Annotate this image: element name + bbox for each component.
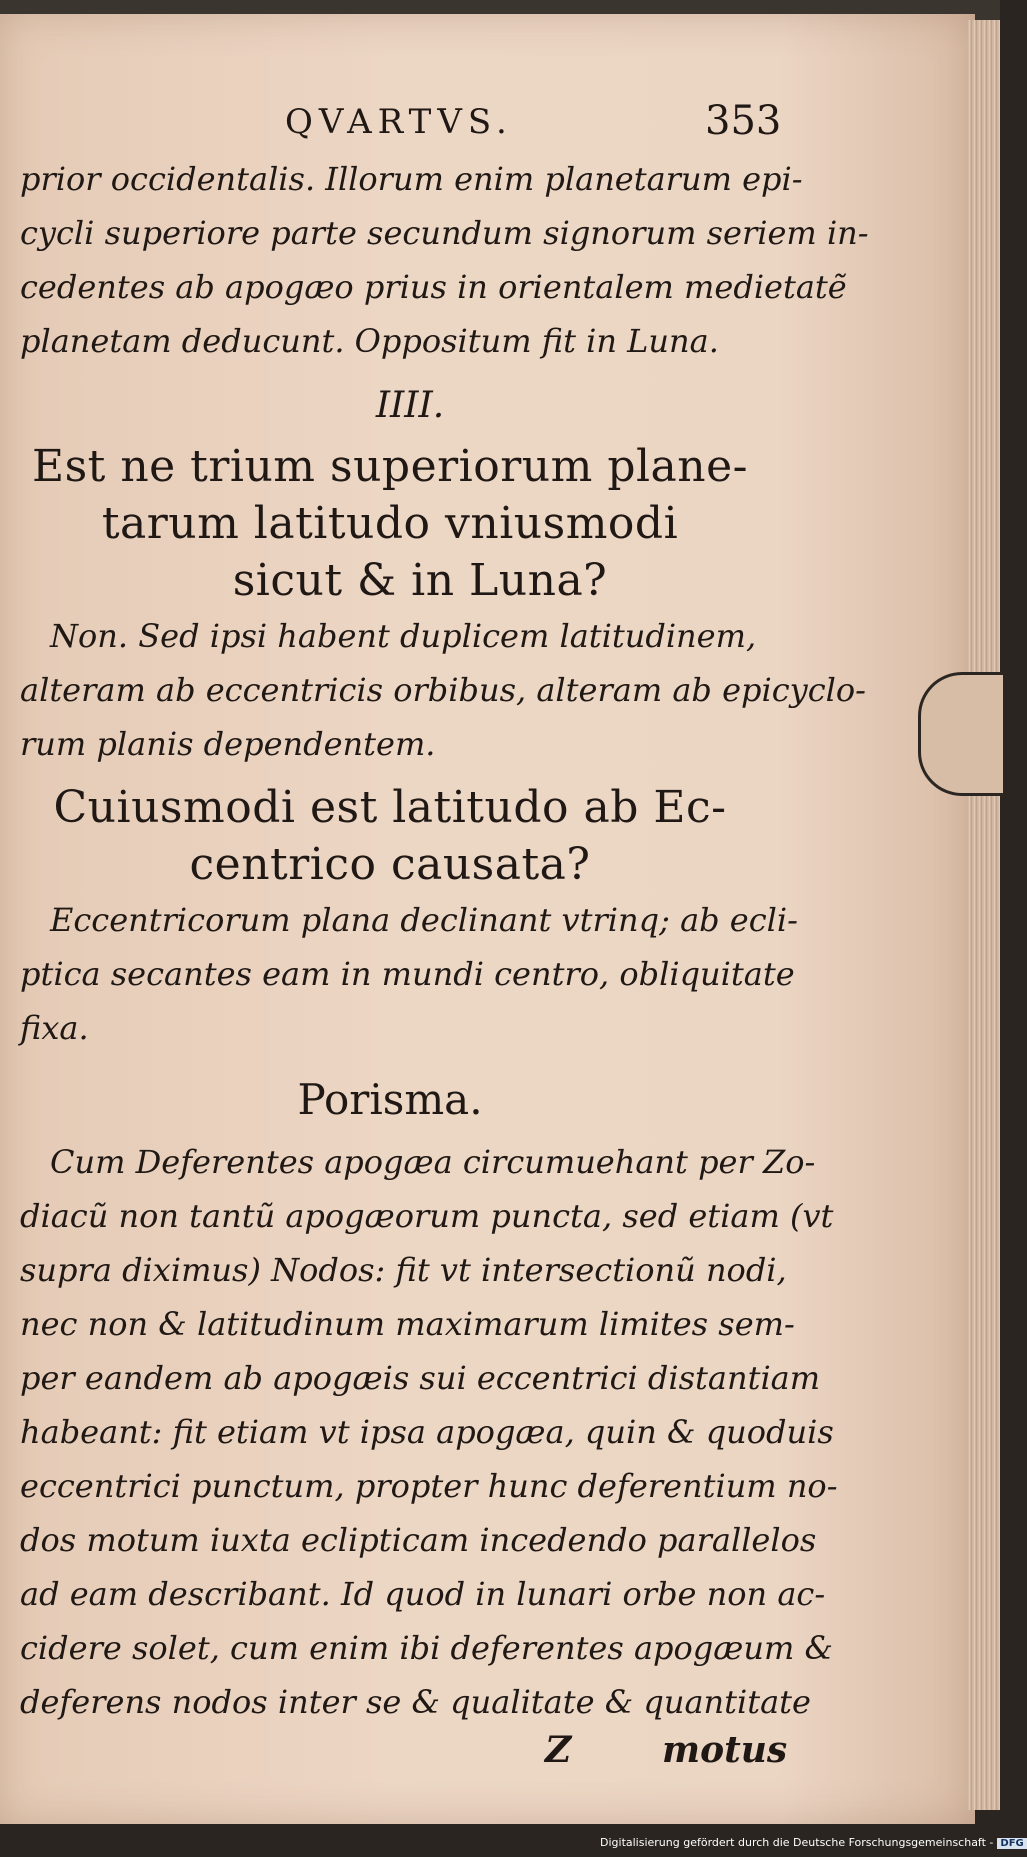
signature-mark: Z <box>545 1729 572 1771</box>
text-line: supra diximus) Nodos: fit vt intersectionũ nodi, <box>20 1251 787 1289</box>
text-line: planetam deducunt. Oppositum fit in Luna. <box>20 322 719 360</box>
credit-text: Digitalisierung gefördert durch die Deutsche Forschungsgemeinschaft - <box>600 1836 994 1849</box>
text-line: eccentrici punctum, propter hunc deferentium no- <box>20 1467 838 1505</box>
question-line: centrico causata? <box>189 839 591 890</box>
text-line: per eandem ab apogæis sui eccentrici distantiam <box>20 1359 821 1397</box>
text-line: Eccentricorum plana declinant vtrinq; ab ecli- <box>50 901 798 939</box>
text-line: dos motum iuxta eclipticam incedendo parallelos <box>20 1521 817 1559</box>
catchword-row <box>20 1729 788 1779</box>
text-line: ptica secantes eam in mundi centro, obliquitate <box>20 955 795 993</box>
section-number: IIII. <box>375 385 445 426</box>
digitization-credit <box>600 1836 1027 1849</box>
text-line: Cum Deferentes apogæa circumuehant per Zo- <box>50 1143 816 1181</box>
text-line: rum planis dependentem. <box>20 725 436 763</box>
question-line: sicut & in Luna? <box>232 555 608 606</box>
question-line: tarum latitudo vniusmodi <box>101 498 679 549</box>
text-line: cycli superiore parte secundum signorum seriem in- <box>20 214 869 252</box>
page-number: 353 <box>705 98 782 144</box>
porisma-paragraph <box>20 1135 838 1729</box>
text-body <box>20 152 869 1779</box>
running-head: QVARTVS. <box>285 102 513 142</box>
text-line: ad eam describant. Id quod in lunari orbe non ac- <box>20 1575 826 1613</box>
text-line: nec non & latitudinum maximarum limites sem- <box>20 1305 795 1343</box>
porisma-heading: Porisma. <box>297 1075 483 1124</box>
text-line: alteram ab eccentricis orbibus, alteram ab epicyclo- <box>20 671 866 709</box>
text-line: prior occidentalis. Illorum enim planetarum epi- <box>20 160 803 198</box>
question-line: Cuiusmodi est latitudo ab Ec- <box>53 782 727 833</box>
text-line: Non. Sed ipsi habent duplicem latitudinem, <box>50 617 757 655</box>
page-header <box>0 98 975 152</box>
question-2 <box>20 779 760 893</box>
question-line: Est ne trium superiorum plane- <box>31 441 749 492</box>
text-line: cedentes ab apogæo prius in orientalem medietatẽ <box>20 268 847 306</box>
catchword: motus <box>662 1729 788 1771</box>
answer-2 <box>20 893 798 1055</box>
text-line: deferens nodos inter se & qualitate & quantitate <box>20 1683 811 1721</box>
paragraph-1 <box>20 152 869 368</box>
dfg-logo: DFG <box>997 1838 1026 1849</box>
text-line: cidere solet, cum enim ibi deferentes apogæum & <box>20 1629 833 1667</box>
text-line: diacũ non tantũ apogæorum puncta, sed etiam (vt <box>20 1197 834 1235</box>
text-line: fixa. <box>20 1009 89 1047</box>
text-line: habeant: fit etiam vt ipsa apogæa, quin & quoduis <box>20 1413 834 1451</box>
answer-1 <box>20 609 866 771</box>
question-1 <box>20 438 760 609</box>
